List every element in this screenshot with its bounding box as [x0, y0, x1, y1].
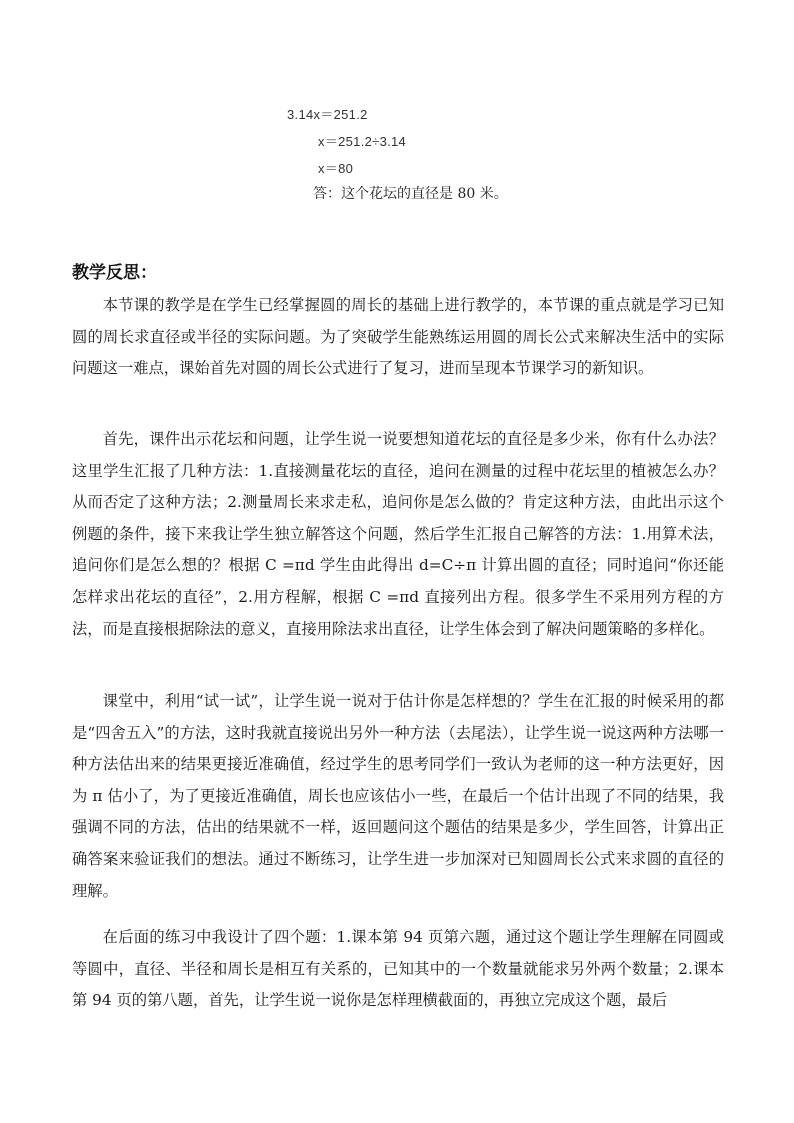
equation-line-3: x＝80: [318, 161, 354, 176]
equation-line-2: x＝251.2÷3.14: [318, 134, 407, 149]
answer-statement: 答：这个花坛的直径是 80 米。: [313, 186, 508, 202]
paragraph-estimation: 课堂中，利用“试一试”，让学生说一说对于估计你是怎样想的？学生在汇报的时候采用的都是“四舍五入”的方法，这时我就直接说出另外一种方法（去尾法），让学生说一说这两种方法哪一种方法估出来的结果更接近准确值，经过学生的思考同学们一致认为老师的这一种方法更好，因为 π 估小了，为了更接近准确值，周长也应该估小一些，在最后一个估计出现了不同的结果，我强调不同的方法，估出的结果就不一样，返回题问这个题估的结果是多少，学生回答，计算出正确答案来验证我们的想法。通过不断练习，让学生进一步加深对已知圆周长公式来求圆的直径的理解。: [72, 692, 724, 900]
section-heading: 教学反思：: [72, 263, 157, 283]
paragraph-exercises: 在后面的练习中我设计了四个题：1.课本第 94 页第六题，通过这个题让学生理解在同圆或等圆中，直径、半径和周长是相互有关系的，已知其中的一个数量就能求另外两个数量；2.课本第 94 页的第八题，首先，让学生说一说你是怎样理横截面的，再独立完成这个题，最后: [72, 928, 724, 1010]
paragraph-intro: 本节课的教学是在学生已经掌握圆的周长的基础上进行教学的，本节课的重点就是学习已知圆的周长求直径或半径的实际问题。为了突破学生能熟练运用圆的周长公式来解决生活中的实际问题这一难点，课始首先对圆的周长公式进行了复习，进而呈现本节课学习的新知识。: [72, 296, 724, 378]
paragraph-methods: 首先，课件出示花坛和问题，让学生说一说要想知道花坛的直径是多少米，你有什么办法？这里学生汇报了几种方法：1.直接测量花坛的直径，追问在测量的过程中花坛里的植被怎么办？从而否定了这种方法；2.测量周长来求走私，追问你是怎么做的？肯定这种方法，由此出示这个例题的条件，接下来我让学生独立解答这个问题，然后学生汇报自己解答的方法：1.用算术法，追问你们是怎么想的？根据 C =πd 学生由此得出 d=C÷π 计算出圆的直径；同时追问“你还能怎样求出花坛的直径”，2.用方程解，根据 C =πd 直接列出方程。很多学生不采用列方程的方法，而是直接根据除法的意义，直接用除法求出直径，让学生体会到了解决问题策略的多样化。: [72, 430, 724, 638]
equation-line-1: 3.14x＝251.2: [287, 107, 368, 122]
